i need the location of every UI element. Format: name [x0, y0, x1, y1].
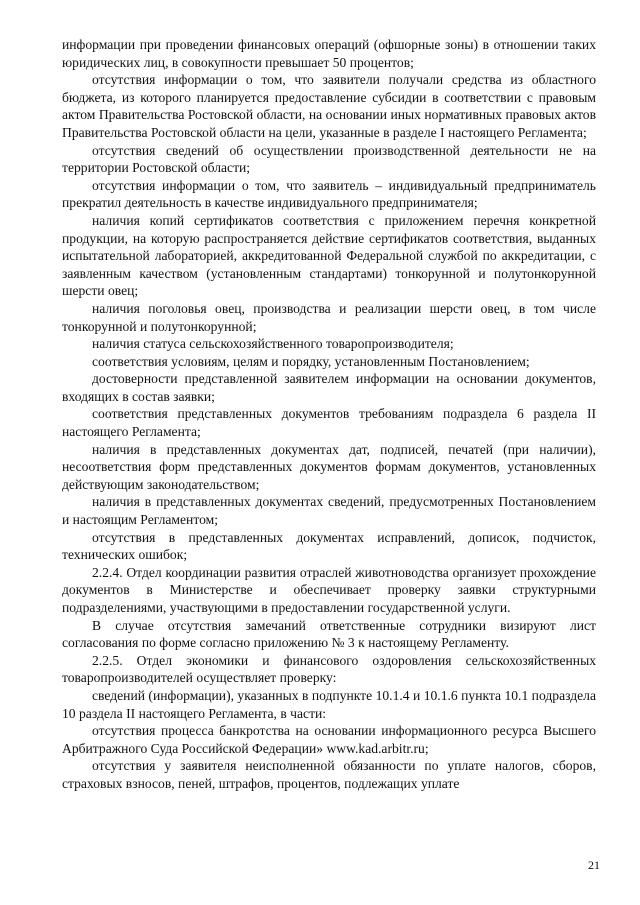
paragraph-3: отсутствия сведений об осуществлении производственной деятельности не на территории Ростовской области; [62, 142, 596, 176]
paragraph-8: соответствия условиям, целям и порядку, установленным Постановлением; [92, 353, 530, 369]
paragraph-12: наличия в представленных документах сведений, предусмотренных Постановлением и настоящим Регламентом; [62, 494, 596, 528]
paragraph-6: наличия поголовья овец, производства и реализации шерсти овец, в том числе тонкорунной и полутонкорунной; [62, 300, 596, 334]
paragraph-10: соответствия представленных документов требованиям подраздела 6 раздела II настоящего Регламента; [62, 406, 596, 440]
page-number: 21 [588, 858, 600, 872]
paragraph-15: В случае отсутствия замечаний ответственные сотрудники визируют лист согласования по форме согласно приложению № 3 к настоящему Регламенту. [62, 617, 596, 651]
paragraph-7: наличия статуса сельскохозяйственного товаропроизводителя; [92, 336, 454, 352]
paragraph-18: отсутствия процесса банкротства на основании информационного ресурса Высшего Арбитражного Суда Российской Федерации» www.kad.arbitr.ru; [62, 723, 596, 756]
paragraph-1: информации при проведении финансовых операций (офшорные зоны) в отношении таких юридических лиц, в совокупности превышает 50 процентов; [62, 37, 596, 70]
paragraph-14: 2.2.4. Отдел координации развития отраслей животноводства организует прохождение документов в Министерстве и обеспечивает проверку заявки структурными подразделениями, участвующими в предоставлении государственной услуги. [62, 564, 596, 615]
paragraph-4: отсутствия информации о том, что заявитель – индивидуальный предприниматель прекратил деятельность в качестве индивидуального предпринимателя; [62, 177, 596, 211]
paragraph-13: отсутствия в представленных документах исправлений, дописок, подчисток, технических ошибок; [62, 529, 596, 563]
paragraph-2: отсутствия информации о том, что заявители получали средства из областного бюджета, из которого планируется предоставление субсидии в соответствии с правовым актом Правительства Ростовской области, на основании иных нормативных правовых актов Правительства Ростовской области на цели, указанные в разделе I настоящего Регламента; [62, 72, 596, 140]
body-text [62, 36, 596, 793]
paragraph-11: наличия в представленных документах дат, подписей, печатей (при наличии), несоответствия форм представленных документов формам документов, установленных действующим законодательством; [62, 441, 596, 492]
paragraph-19: отсутствия у заявителя неисполненной обязанности по уплате налогов, сборов, страховых взносов, пеней, штрафов, процентов, подлежащих уплате [62, 758, 596, 791]
paragraph-17: сведений (информации), указанных в подпункте 10.1.4 и 10.1.6 пункта 10.1 подраздела 10 раздела II настоящего Регламента, в части: [62, 687, 596, 721]
paragraph-16: 2.2.5. Отдел экономики и финансового оздоровления сельскохозяйственных товаропроизводителей осуществляет проверку: [62, 652, 596, 686]
paragraph-9: достоверности представленной заявителем информации на основании документов, входящих в состав заявки; [62, 371, 596, 404]
paragraph-5: наличия копий сертификатов соответствия с приложением перечня конкретной продукции, на которую распространяется действие сертификатов соответствия, выданных испытательной лабораторией, аккредитованной Федеральной службой по аккредитации, с заявленным качеством (установленным стандартами) тонкорунной и полутонкорунной шерсти овец; [62, 212, 596, 299]
